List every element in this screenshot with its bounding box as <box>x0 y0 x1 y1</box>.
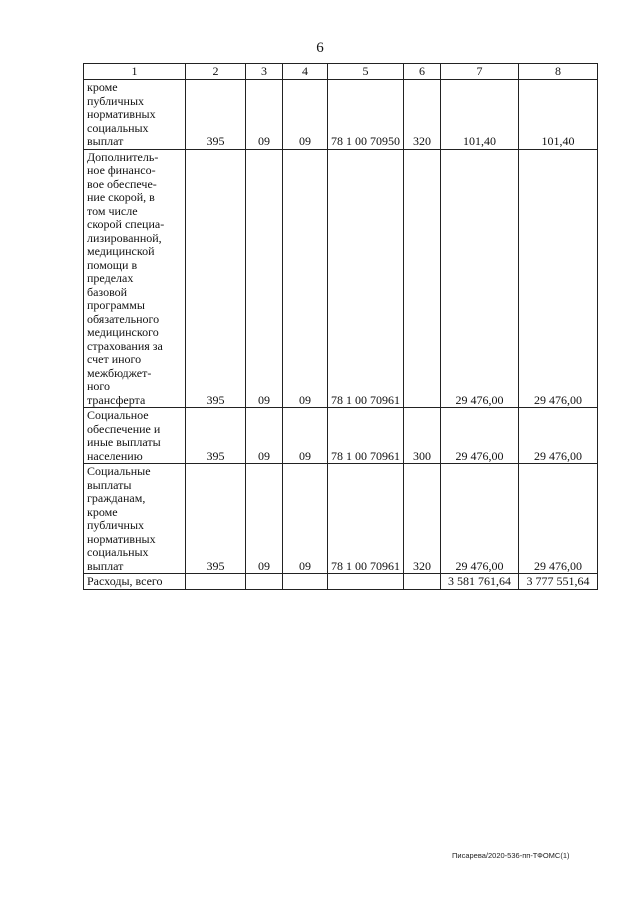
subsection-cell: 09 <box>283 80 328 150</box>
expense-type-cell: 300 <box>404 408 441 464</box>
table-row <box>84 408 598 464</box>
subsection-cell: 09 <box>283 464 328 574</box>
table-row <box>84 574 598 590</box>
table-header-cell: 1 <box>84 64 186 80</box>
section-cell <box>246 574 283 590</box>
expense-type-cell: 320 <box>404 80 441 150</box>
row-name-cell: Расходы, всего <box>84 574 186 590</box>
expense-type-cell <box>404 149 441 408</box>
amount-cell: 29 476,00 <box>441 149 519 408</box>
target-article-cell: 78 1 00 70961 <box>328 408 404 464</box>
row-name-cell: Социальные выплаты гражданам, кроме публичных нормативных социальных выплат <box>84 464 186 574</box>
page-number: 6 <box>316 40 324 56</box>
target-article-cell: 78 1 00 70950 <box>328 80 404 150</box>
amount-cell: 29 476,00 <box>441 408 519 464</box>
target-article-cell: 78 1 00 70961 <box>328 464 404 574</box>
row-name-cell: Социальное обеспечение и иные выплаты населению <box>84 408 186 464</box>
amount-cell: 29 476,00 <box>519 149 598 408</box>
budget-table <box>83 63 598 590</box>
section-cell: 09 <box>246 408 283 464</box>
amount-cell: 29 476,00 <box>519 408 598 464</box>
table-header-cell: 6 <box>404 64 441 80</box>
code-cell: 395 <box>186 464 246 574</box>
amount-cell: 3 777 551,64 <box>519 574 598 590</box>
amount-cell: 101,40 <box>519 80 598 150</box>
target-article-cell <box>328 574 404 590</box>
table-row <box>84 149 598 408</box>
table-header-cell: 2 <box>186 64 246 80</box>
table-header-cell: 7 <box>441 64 519 80</box>
table-header-cell: 8 <box>519 64 598 80</box>
table-row <box>84 464 598 574</box>
code-cell: 395 <box>186 408 246 464</box>
subsection-cell <box>283 574 328 590</box>
section-cell: 09 <box>246 80 283 150</box>
amount-cell: 3 581 761,64 <box>441 574 519 590</box>
row-name-cell: Дополнитель- ное финансо- вое обеспече- ние скорой, в том числе скорой специа- лизированной, медицинской помощи в пределах базовой программы обязательного медицинского страхования за счет иного межбюджет- ного трансферта <box>84 149 186 408</box>
code-cell: 395 <box>186 80 246 150</box>
subsection-cell: 09 <box>283 149 328 408</box>
expense-type-cell: 320 <box>404 464 441 574</box>
subsection-cell: 09 <box>283 408 328 464</box>
table-header-row <box>84 64 598 80</box>
code-cell <box>186 574 246 590</box>
document-footer-code: Писарева/2020-536-пп-ТФОМС(1) <box>452 851 570 860</box>
table-row <box>84 80 598 150</box>
amount-cell: 29 476,00 <box>441 464 519 574</box>
section-cell: 09 <box>246 464 283 574</box>
code-cell: 395 <box>186 149 246 408</box>
table-header-cell: 3 <box>246 64 283 80</box>
table-header-cell: 4 <box>283 64 328 80</box>
target-article-cell: 78 1 00 70961 <box>328 149 404 408</box>
amount-cell: 29 476,00 <box>519 464 598 574</box>
table-header-cell: 5 <box>328 64 404 80</box>
expense-type-cell <box>404 574 441 590</box>
section-cell: 09 <box>246 149 283 408</box>
row-name-cell: кроме публичных нормативных социальных выплат <box>84 80 186 150</box>
amount-cell: 101,40 <box>441 80 519 150</box>
